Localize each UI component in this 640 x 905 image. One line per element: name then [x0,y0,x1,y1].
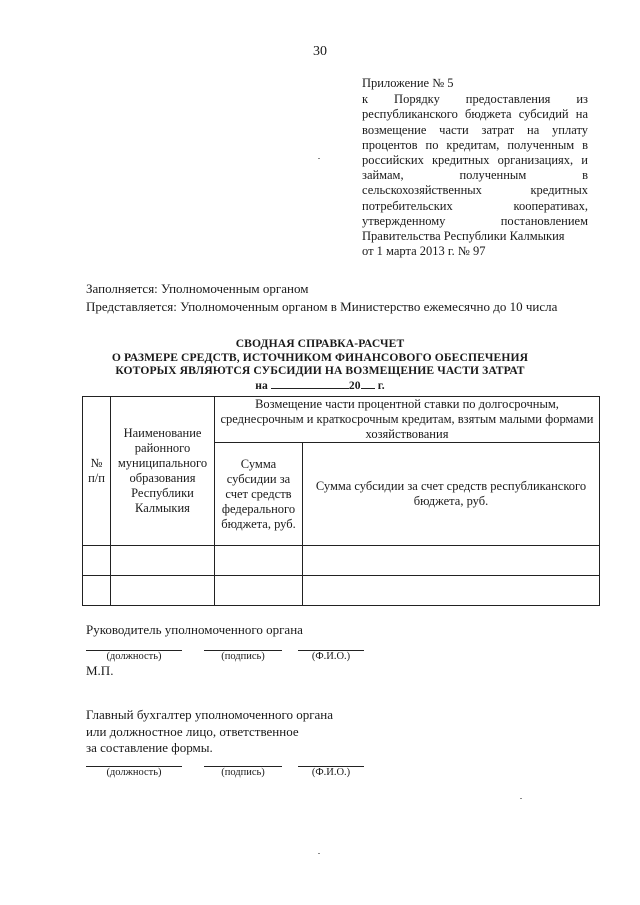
fill-info [86,280,557,315]
table-row [83,546,600,576]
col-header-group: Возмещение части процентной ставки по долгосрочным, среднесрочным и краткосрочным кредитам, взятым малыми формами хозяйствования [215,397,600,443]
scan-speck [520,798,522,799]
date-blank [271,378,349,389]
accountant-line-3: за составление формы. [86,740,213,755]
page-number: 30 [313,44,327,59]
appendix-line: сельскохозяйственных кредитных [362,183,588,198]
filled-by-text: Заполняется: Уполномоченным органом [86,281,309,296]
heading-line-1: СВОДНАЯ СПРАВКА-РАСЧЕТ [235,337,405,350]
scan-speck [598,441,600,442]
date-prefix: на [255,378,268,392]
table-cell [215,576,303,606]
appendix-line: потребительских кооперативах, [362,198,588,213]
col-header-number: № п/п [83,397,111,546]
col-header-republican: Сумма субсидии за счет средств республиканского бюджета, руб. [303,443,600,546]
signature-caption: (подпись) [221,651,265,662]
submitted-text: Представляется: Уполномоченным органом в Министерство ежемесячно до 10 числа [86,298,558,314]
accountant-line-2: или должностное лицо, ответственное [86,723,299,739]
heading-date-line [0,378,640,393]
appendix-line: займам, полученным в [362,168,588,183]
date-year: 20 [348,378,361,392]
fio-caption: (Ф.И.О.) [311,767,351,778]
document-heading [0,337,640,392]
appendix-line: процентов по кредитам, полученным в [362,137,588,152]
head-title: Руководитель уполномоченного органа [86,622,303,637]
table-cell [303,576,600,606]
appendix-date-line: от 1 марта 2013 г. № 97 [362,244,486,259]
appendix-line: утвержденному постановлением [362,213,588,228]
col-header-name: Наименование районного муниципального образования Республики Калмыкия [111,397,215,546]
stamp-label: М.П. [86,663,114,678]
signature-caption: (подпись) [221,767,265,778]
table-cell [111,546,215,576]
scan-speck [318,853,320,854]
table-row [83,576,600,606]
table-cell [111,576,215,606]
scan-speck [318,158,320,159]
position-caption: (должность) [106,767,162,778]
table-cell [303,546,600,576]
table-cell [83,576,111,606]
table-cell [83,546,111,576]
heading-line-3: КОТОРЫХ ЯВЛЯЮТСЯ СУБСИДИИ НА ВОЗМЕЩЕНИЕ ЧАСТИ ЗАТРАТ [115,364,525,377]
appendix-block [362,76,588,259]
appendix-title: Приложение № 5 [362,76,454,90]
year-blank [361,378,375,389]
appendix-line: к Порядку предоставления из [362,92,588,107]
accountant-line-1: Главный бухгалтер уполномоченного органа [86,707,334,722]
calculation-table [82,396,600,606]
appendix-line: Правительства Республики Калмыкия [362,229,565,244]
fio-caption: (Ф.И.О.) [311,651,351,662]
date-suffix: г. [377,378,385,392]
appendix-line: республиканского бюджета субсидий на [362,107,588,122]
table-cell [215,546,303,576]
appendix-line: возмещение части затрат на уплату [362,122,588,137]
position-caption: (должность) [106,651,162,662]
accountant-block [86,707,333,757]
heading-line-2: О РАЗМЕРЕ СРЕДСТВ, ИСТОЧНИКОМ ФИНАНСОВОГО ОБЕСПЕЧЕНИЯ [111,350,529,364]
col-header-federal: Сумма субсидии за счет средств федерального бюджета, руб. [215,443,303,546]
appendix-line: российских кредитных организациях, и [362,153,588,168]
